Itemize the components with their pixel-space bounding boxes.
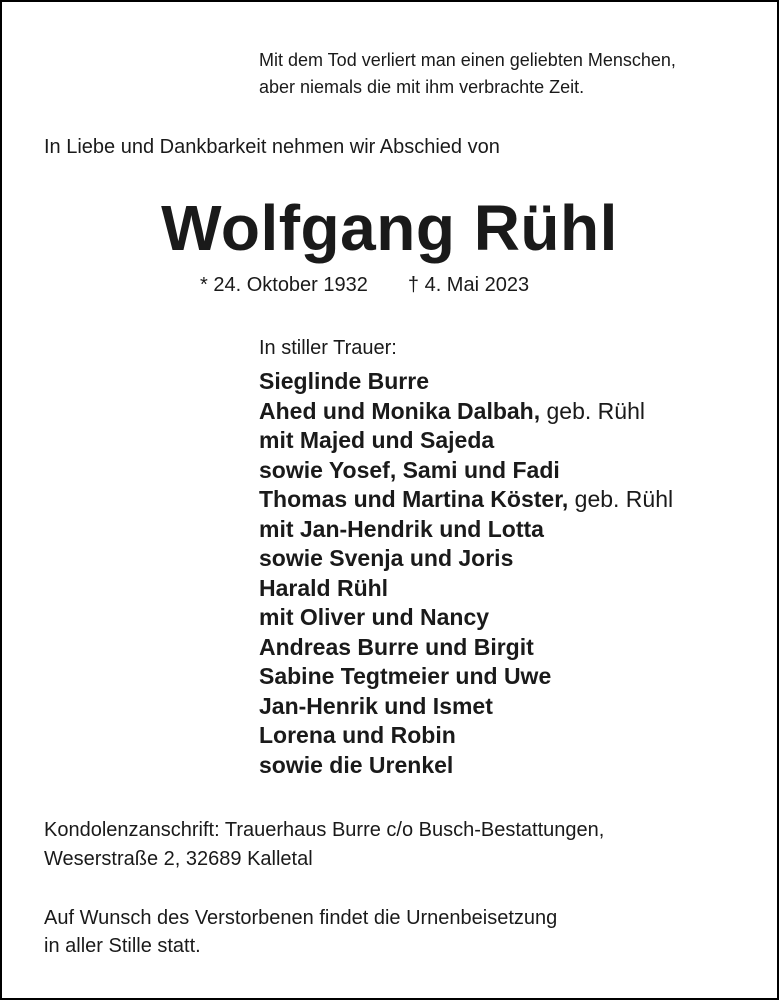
mourner-line	[259, 751, 673, 781]
condolence-line: Weserstraße 2, 32689 Kalletal	[44, 848, 313, 870]
farewell-intro: In Liebe und Dankbarkeit nehmen wir Abschied von	[44, 136, 500, 158]
mourner-line	[259, 662, 673, 692]
mourner-name: Jan-Henrik und Ismet	[259, 692, 493, 719]
mourner-line	[259, 692, 673, 722]
condolence-address	[44, 816, 604, 874]
mourner-note: geb. Rühl	[568, 486, 674, 512]
mourner-name: Lorena und Robin	[259, 722, 456, 748]
mourner-name: Harald Rühl	[259, 574, 389, 601]
mourner-name: sowie Yosef, Sami und Fadi	[259, 456, 560, 483]
mourner-name: Andreas Burre und Birgit	[259, 633, 534, 660]
birth-date: * 24. Oktober 1932	[200, 274, 368, 296]
mourner-name: Sabine Tegtmeier und Uwe	[259, 663, 552, 689]
mourner-name: Sieglinde Burre	[259, 368, 429, 394]
mourner-name: sowie die Urenkel	[259, 751, 454, 778]
condolence-line: Kondolenzanschrift: Trauerhaus Burre c/o Busch-Bestattungen,	[44, 819, 605, 841]
mourner-line	[259, 633, 673, 663]
burial-line: Auf Wunsch des Verstorbenen findet die Urnenbeisetzung	[44, 907, 558, 929]
mourner-line	[259, 515, 673, 545]
mourner-line	[259, 367, 673, 397]
quote-line: aber niemals die mit ihm verbrachte Zeit.	[259, 77, 585, 97]
mourner-name: Thomas und Martina Köster,	[259, 486, 569, 512]
quote-line: Mit dem Tod verliert man einen geliebten Menschen,	[259, 50, 676, 70]
mourner-line	[259, 485, 673, 515]
death-date: † 4. Mai 2023	[407, 274, 530, 296]
mourner-note: geb. Rühl	[540, 397, 645, 424]
life-dates	[200, 270, 529, 300]
burial-line: in aller Stille statt.	[44, 935, 201, 957]
mourner-line	[259, 544, 673, 574]
mourners-list	[259, 367, 673, 780]
mourner-name: mit Jan-Hendrik und Lotta	[259, 515, 544, 542]
mourner-line	[259, 603, 673, 633]
mourner-line	[259, 426, 673, 456]
deceased-name: Wolfgang Rühl	[161, 192, 618, 264]
memorial-quote	[259, 47, 676, 101]
mourner-name: mit Majed und Sajeda	[259, 427, 495, 453]
mourner-name: sowie Svenja und Joris	[259, 545, 514, 571]
mourning-label: In stiller Trauer:	[259, 337, 397, 359]
mourner-line	[259, 574, 673, 604]
burial-notice	[44, 904, 557, 960]
mourner-line	[259, 397, 673, 427]
mourner-line	[259, 456, 673, 486]
mourner-name: mit Oliver und Nancy	[259, 604, 490, 630]
mourner-line	[259, 721, 673, 751]
mourner-name: Ahed und Monika Dalbah,	[259, 397, 541, 424]
